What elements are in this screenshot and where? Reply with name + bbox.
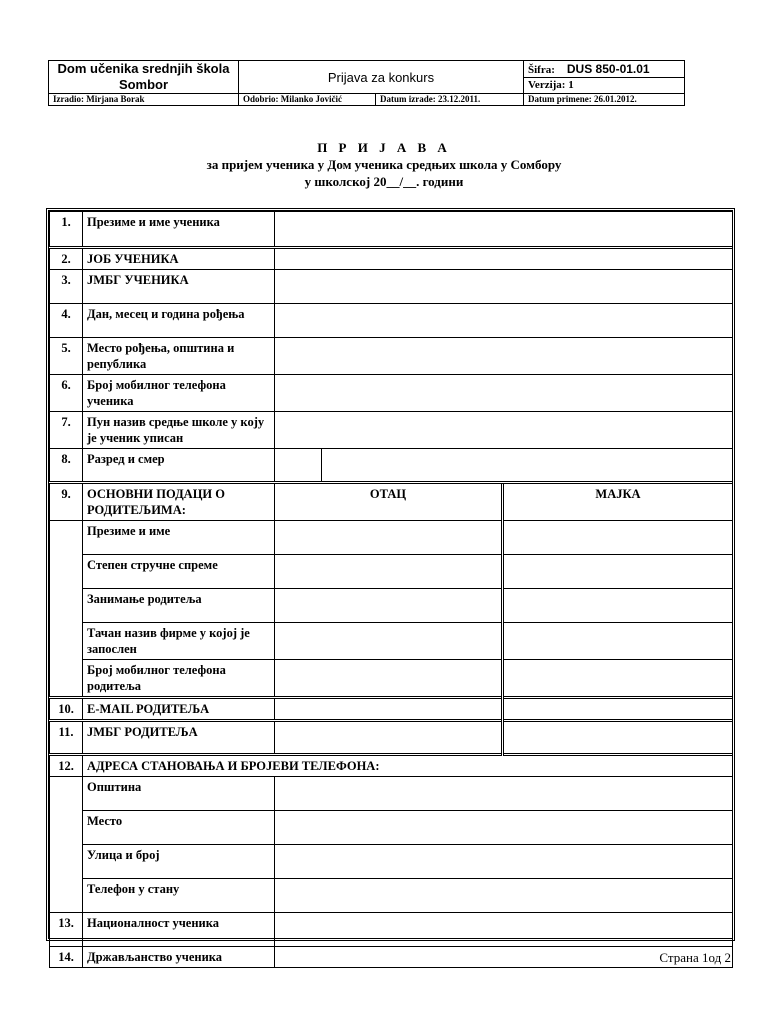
field-label: Број мобилног телефона ученика: [83, 375, 275, 412]
field-label: Занимање родитеља: [83, 589, 275, 623]
form-title: Prijava za konkurs: [239, 61, 524, 94]
father-email-field[interactable]: [275, 698, 503, 721]
field-label: ЈОБ УЧЕНИКА: [83, 248, 275, 270]
home-phone-field[interactable]: [275, 879, 733, 913]
table-row: [50, 304, 733, 338]
table-row: [50, 375, 733, 412]
school-name-field[interactable]: [275, 412, 733, 449]
field-label: Држављанство ученика: [83, 947, 275, 968]
mother-education-field[interactable]: [503, 555, 733, 589]
row-number: 4.: [50, 304, 83, 338]
code-value: DUS 850-01.01: [566, 61, 650, 76]
document-version: Verzija: 1: [524, 77, 685, 94]
mother-email-field[interactable]: [503, 698, 733, 721]
mother-name-field[interactable]: [503, 521, 733, 555]
birth-date-field[interactable]: [275, 304, 733, 338]
table-row: [50, 698, 733, 721]
table-row: [50, 270, 733, 304]
table-row: [50, 721, 733, 755]
course-field[interactable]: [322, 449, 733, 483]
field-label: E-MAIL РОДИТЕЉА: [83, 698, 275, 721]
form-subheading: за пријем ученика у Дом ученика средњих школа у Сомбору: [206, 157, 562, 172]
date-applied: Datum primene: 26.01.2012.: [524, 94, 685, 106]
table-row: [50, 660, 733, 698]
row-number: 7.: [50, 412, 83, 449]
table-row: [50, 845, 733, 879]
row-number: 1.: [50, 212, 83, 248]
table-row: [50, 879, 733, 913]
field-label: Степен стручне спреме: [83, 555, 275, 589]
row-number: 11.: [50, 721, 83, 755]
field-label: Разред и смер: [83, 449, 275, 483]
nationality-field[interactable]: [275, 913, 733, 947]
row-number-empty: [50, 521, 83, 698]
table-row: [50, 521, 733, 555]
application-form: [49, 211, 733, 968]
document-code: [524, 61, 685, 78]
field-label: Националност ученика: [83, 913, 275, 947]
field-label: Телефон у стану: [83, 879, 275, 913]
field-label: Презиме и име: [83, 521, 275, 555]
section-label: АДРЕСА СТАНОВАЊА И БРОЈЕВИ ТЕЛЕФОНА:: [83, 755, 733, 777]
code-label: Šifra:: [528, 63, 555, 76]
student-jmbg-field[interactable]: [275, 270, 733, 304]
table-row: [50, 483, 733, 521]
table-row: [50, 623, 733, 660]
row-number: 8.: [50, 449, 83, 483]
field-label: ОСНОВНИ ПОДАЦИ О РОДИТЕЉИМА:: [83, 483, 275, 521]
father-education-field[interactable]: [275, 555, 503, 589]
father-occupation-field[interactable]: [275, 589, 503, 623]
form-heading: П Р И Ј А В А: [317, 140, 451, 155]
student-job-field[interactable]: [275, 248, 733, 270]
father-column-header: ОТАЦ: [275, 483, 503, 521]
father-mobile-field[interactable]: [275, 660, 503, 698]
school-year-line: у школској 20__/__. години: [304, 174, 464, 189]
table-row: [50, 212, 733, 248]
table-row: [50, 248, 733, 270]
field-label: Место: [83, 811, 275, 845]
street-field[interactable]: [275, 845, 733, 879]
row-number: 10.: [50, 698, 83, 721]
field-label: Број мобилног телефона родитеља: [83, 660, 275, 698]
student-name-field[interactable]: [275, 212, 733, 248]
field-label: Улица и број: [83, 845, 275, 879]
mother-mobile-field[interactable]: [503, 660, 733, 698]
table-row: [50, 338, 733, 375]
document-header: [48, 60, 685, 106]
row-number: 2.: [50, 248, 83, 270]
row-number-empty: [50, 777, 83, 913]
mother-employer-field[interactable]: [503, 623, 733, 660]
approved-by: Odobrio: Milanko Jovičić: [239, 94, 376, 106]
municipality-field[interactable]: [275, 777, 733, 811]
field-label: Дан, месец и година рођења: [83, 304, 275, 338]
field-label: Пун назив средње школе у коју је ученик уписан: [83, 412, 275, 449]
grade-field[interactable]: [275, 449, 322, 483]
mother-column-header: МАЈКА: [503, 483, 733, 521]
table-row: [50, 811, 733, 845]
field-label: Место рођења, општина и република: [83, 338, 275, 375]
prepared-by: Izradio: Mirjana Borak: [49, 94, 239, 106]
table-row: [50, 777, 733, 811]
mother-jmbg-field[interactable]: [503, 721, 733, 755]
table-row: [50, 589, 733, 623]
student-mobile-field[interactable]: [275, 375, 733, 412]
father-employer-field[interactable]: [275, 623, 503, 660]
row-number: 3.: [50, 270, 83, 304]
row-number: 6.: [50, 375, 83, 412]
table-row: [50, 947, 733, 968]
table-row: [50, 555, 733, 589]
table-row: [50, 412, 733, 449]
mother-occupation-field[interactable]: [503, 589, 733, 623]
organization-name: Dom učenika srednjih škola Sombor: [49, 61, 239, 94]
place-field[interactable]: [275, 811, 733, 845]
row-number: 9.: [50, 483, 83, 521]
table-row: [50, 449, 733, 483]
birth-place-field[interactable]: [275, 338, 733, 375]
page-number: Страна 1од 2: [659, 950, 731, 965]
field-label: Презиме и име ученика: [83, 212, 275, 248]
row-number: 13.: [50, 913, 83, 947]
father-jmbg-field[interactable]: [275, 721, 503, 755]
row-number: 12.: [50, 755, 83, 777]
table-row: [50, 755, 733, 777]
table-row: [50, 913, 733, 947]
date-created: Datum izrade: 23.12.2011.: [376, 94, 524, 106]
field-label: ЈМБГ УЧЕНИКА: [83, 270, 275, 304]
row-number: 5.: [50, 338, 83, 375]
field-label: Тачан назив фирме у којој је запослен: [83, 623, 275, 660]
row-number: 14.: [50, 947, 83, 968]
field-label: ЈМБГ РОДИТЕЉА: [83, 721, 275, 755]
father-name-field[interactable]: [275, 521, 503, 555]
field-label: Општина: [83, 777, 275, 811]
